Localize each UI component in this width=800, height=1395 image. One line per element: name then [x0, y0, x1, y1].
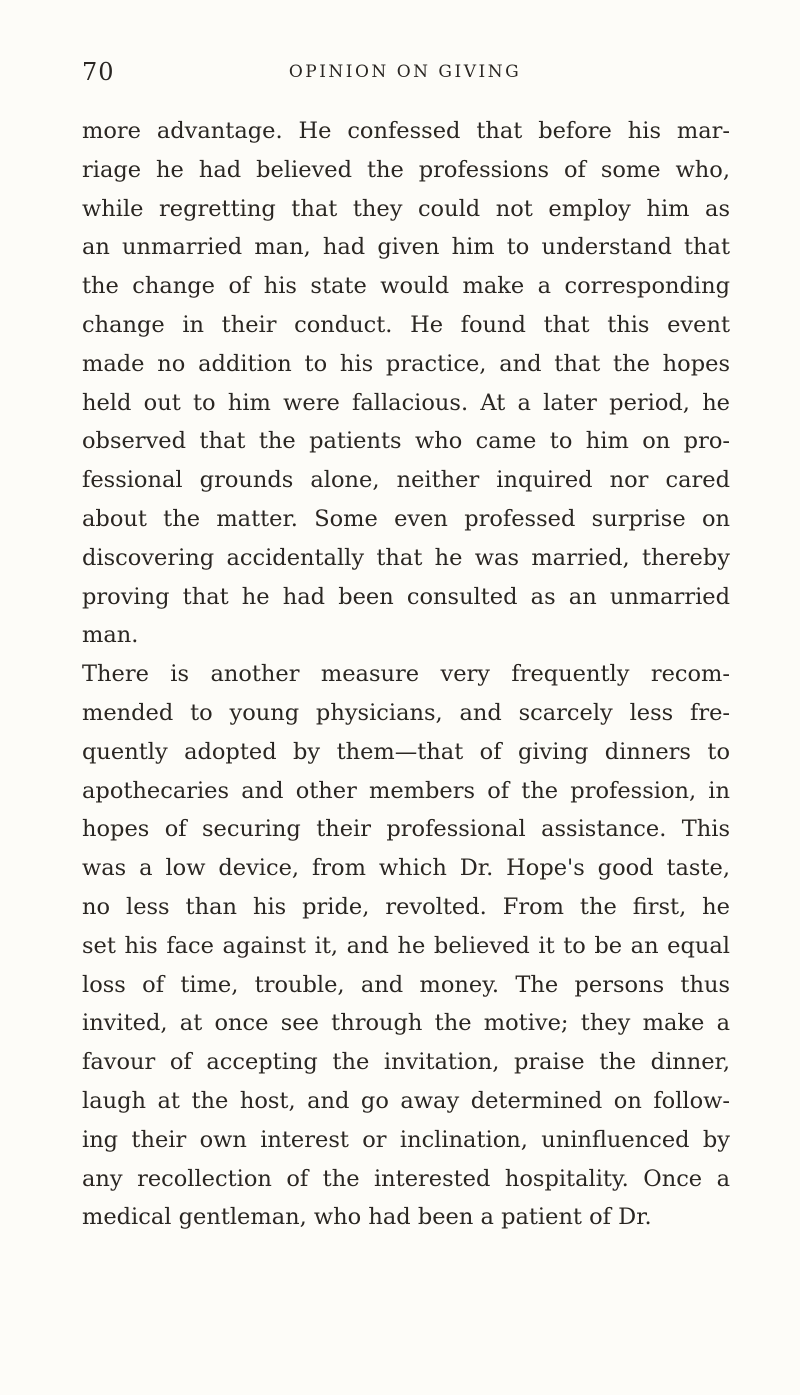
text-line: laugh at the host, and go away determined on follow-	[82, 1087, 730, 1114]
text-line: hopes of securing their professional assistance. This	[82, 816, 730, 843]
text-line: discovering accidentally that he was married, thereby	[82, 544, 730, 571]
text-line: was a low device, from which Dr. Hope's good taste,	[82, 855, 730, 882]
text-line: observed that the patients who came to him on pro-	[82, 428, 730, 455]
text-line: more advantage. He confessed that before his mar-	[82, 118, 730, 144]
text-line: held out to him were fallacious. At a later period, he	[82, 389, 730, 416]
page-number: 70	[82, 58, 115, 86]
text-line: about the matter. Some even professed surprise on	[82, 505, 730, 532]
text-line: apothecaries and other members of the profession, in	[82, 777, 730, 804]
paragraph-start-line: There is another measure very frequently recom-	[82, 661, 730, 688]
paragraph-end-line: man.	[82, 622, 139, 649]
text-line: invited, at once see through the motive; they make a	[82, 1010, 730, 1037]
text-line: medical gentleman, who had been a patient of Dr.	[82, 1204, 652, 1231]
text-line: proving that he had been consulted as an unmarried	[82, 583, 730, 610]
text-line: mended to young physicians, and scarcely less fre-	[82, 699, 730, 726]
text-line: favour of accepting the invitation, praise the dinner,	[82, 1049, 730, 1076]
text-line: no less than his pride, revolted. From the first, he	[82, 893, 730, 920]
text-line: ing their own interest or inclination, uninfluenced by	[82, 1126, 730, 1153]
text-line: riage he had believed the professions of some who,	[82, 156, 730, 183]
text-line: any recollection of the interested hospitality. Once a	[82, 1165, 730, 1192]
page-header	[82, 58, 728, 88]
text-line: while regretting that they could not employ him as	[82, 195, 730, 222]
text-line: loss of time, trouble, and money. The persons thus	[82, 971, 730, 998]
text-line: the change of his state would make a corresponding	[82, 273, 730, 300]
text-line: quently adopted by them—that of giving dinners to	[82, 738, 730, 765]
text-line: made no addition to his practice, and that the hopes	[82, 350, 730, 377]
running-head: OPINION ON GIVING	[288, 62, 522, 82]
text-line: fessional grounds alone, neither inquired nor cared	[82, 467, 730, 494]
text-line: an unmarried man, had given him to understand that	[82, 234, 730, 261]
text-line: set his face against it, and he believed it to be an equal	[82, 932, 730, 959]
text-line: change in their conduct. He found that this event	[82, 311, 730, 338]
body-text	[82, 112, 730, 1237]
